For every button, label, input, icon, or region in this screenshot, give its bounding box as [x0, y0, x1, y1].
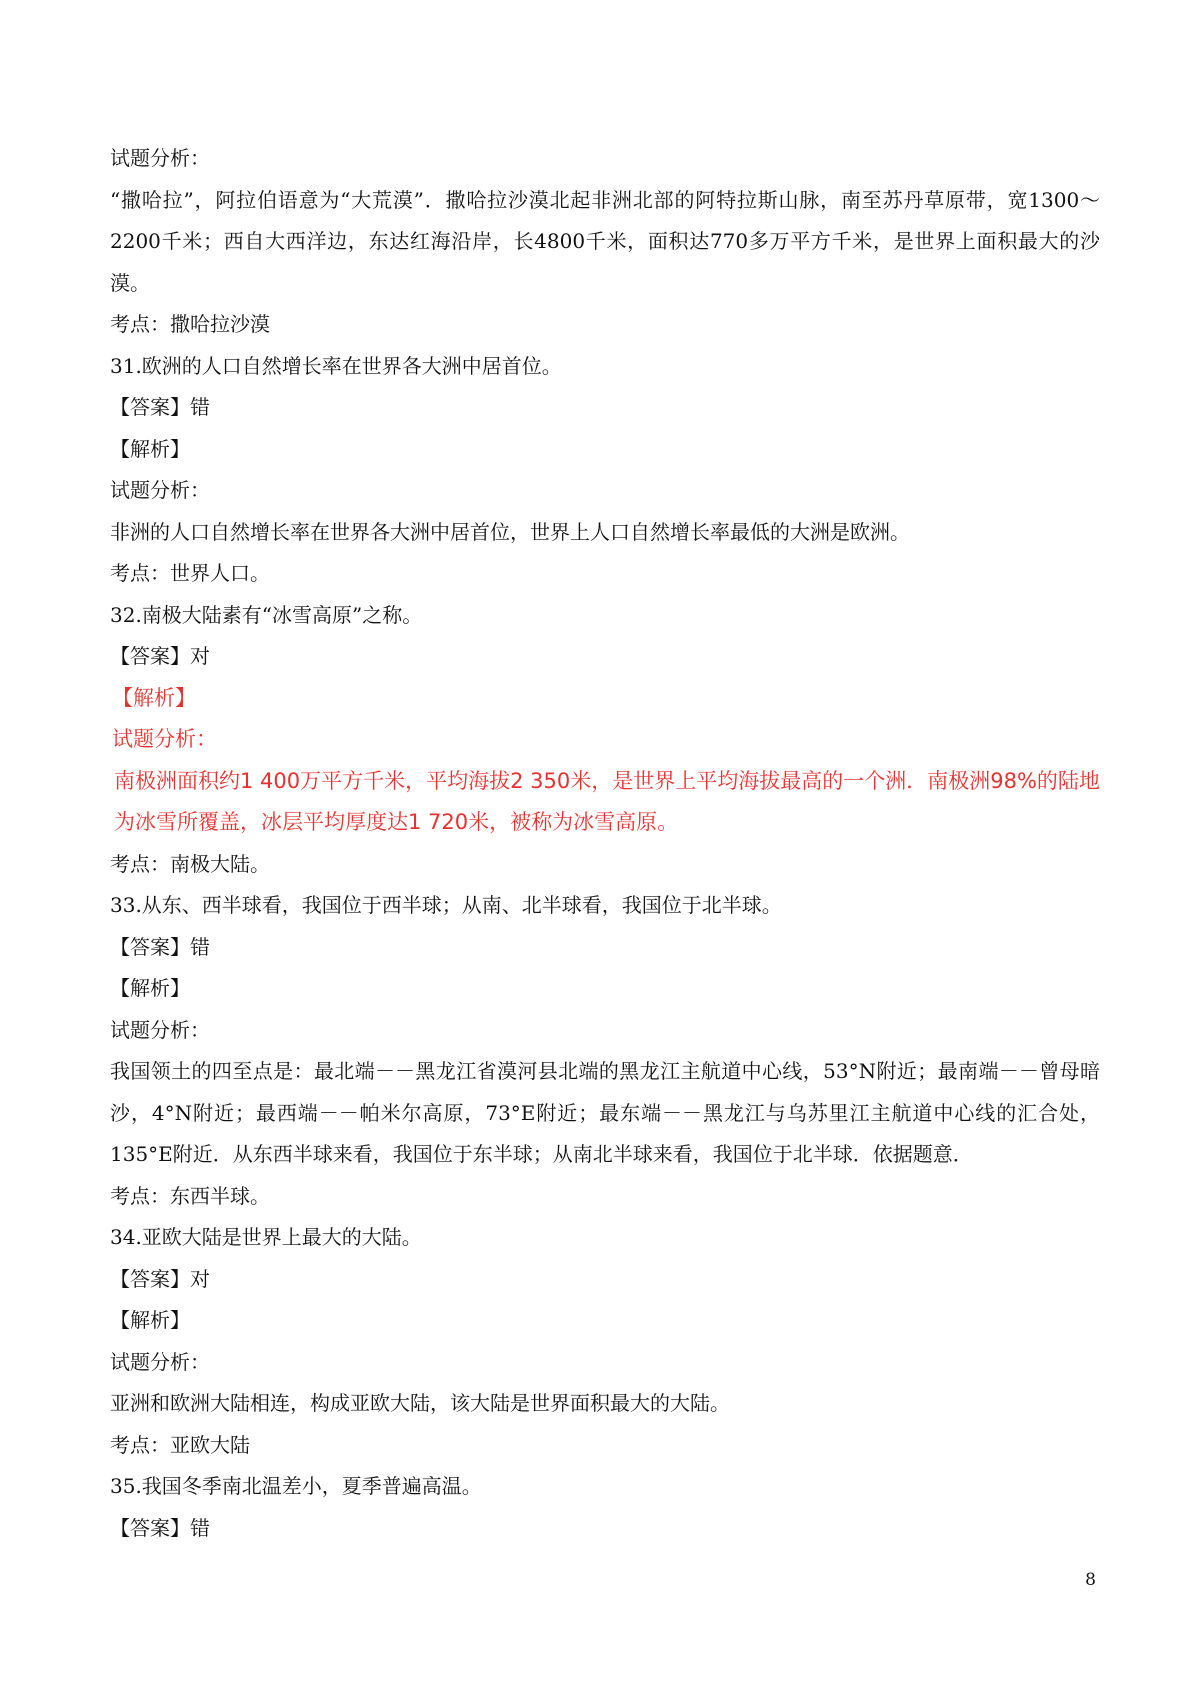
analysis-heading-32: 试题分析： — [112, 727, 217, 751]
answer-33: 【答案】错 — [110, 934, 210, 959]
answer-34: 【答案】对 — [110, 1266, 210, 1291]
answer-32: 【答案】对 — [110, 644, 210, 668]
analysis-heading-34: 试题分析： — [110, 1349, 210, 1374]
analysis-heading: 试题分析： — [110, 146, 210, 170]
page-number: 8 — [1085, 1570, 1096, 1590]
question-33: 33.从东、西半球看，我国位于西半球；从南、北半球看，我国位于北半球。 — [110, 893, 782, 917]
answer-35: 【答案】错 — [110, 1515, 210, 1540]
analysis-text-33: 我国领土的四至点是：最北端－－黑龙江省漠河县北端的黑龙江主航道中心线，53°N附近；最南端－－曾母暗沙，4°N附近；最西端－－帕米尔高原，73°E附近；最东端－－黑龙江与乌苏里江主航道中心线的汇合处，135°E附近．从东西半球来看，我国位于东半球；从南北半球来看，我国位于北半球．依据题意． — [110, 1059, 1100, 1166]
topic-note-32: 考点：南极大陆。 — [110, 851, 270, 876]
topic-note-31: 考点：世界人口。 — [110, 561, 270, 585]
question-35: 35.我国冬季南北温差小，夏季普遍高温。 — [110, 1474, 482, 1498]
analysis-text-32: 南极洲面积约1 400万平方千米，平均海拔2 350米，是世界上平均海拔最高的一个洲．南极洲98%的陆地为冰雪所覆盖，冰层平均厚度达1 720米，被称为冰雪高原。 — [114, 768, 1100, 834]
topic-note-33: 考点：东西半球。 — [110, 1183, 270, 1208]
analysis-paragraph: “撒哈拉”，阿拉伯语意为“大荒漠”．撒哈拉沙漠北起非洲北部的阿特拉斯山脉，南至苏丹草原带，宽1300～2200千米；西自大西洋边，东达红海沿岸，长4800千米，面积达770多万平方千米，是世界上面积最大的沙漠。 — [110, 187, 1100, 295]
explanation-heading-32: 【解析】 — [112, 685, 196, 710]
topic-note-34: 考点：亚欧大陆 — [110, 1432, 250, 1457]
analysis-heading-33: 试题分析： — [110, 1017, 210, 1042]
question-31: 31.欧洲的人口自然增长率在世界各大洲中居首位。 — [110, 353, 562, 378]
document-body — [110, 138, 1100, 1549]
explanation-heading-34: 【解析】 — [110, 1308, 190, 1332]
question-34: 34.亚欧大陆是世界上最大的大陆。 — [110, 1225, 422, 1249]
explanation-heading-33: 【解析】 — [110, 976, 190, 1000]
answer-31: 【答案】错 — [110, 395, 210, 419]
topic-note: 考点：撒哈拉沙漠 — [110, 312, 270, 336]
analysis-text-34: 亚洲和欧洲大陆相连，构成亚欧大陆，该大陆是世界面积最大的大陆。 — [110, 1391, 730, 1415]
question-32: 32.南极大陆素有“冰雪高原”之称。 — [110, 602, 423, 627]
analysis-heading-31: 试题分析： — [110, 478, 210, 502]
analysis-text-31: 非洲的人口自然增长率在世界各大洲中居首位，世界上人口自然增长率最低的大洲是欧洲。 — [110, 519, 910, 544]
explanation-heading-31: 【解析】 — [110, 436, 190, 461]
